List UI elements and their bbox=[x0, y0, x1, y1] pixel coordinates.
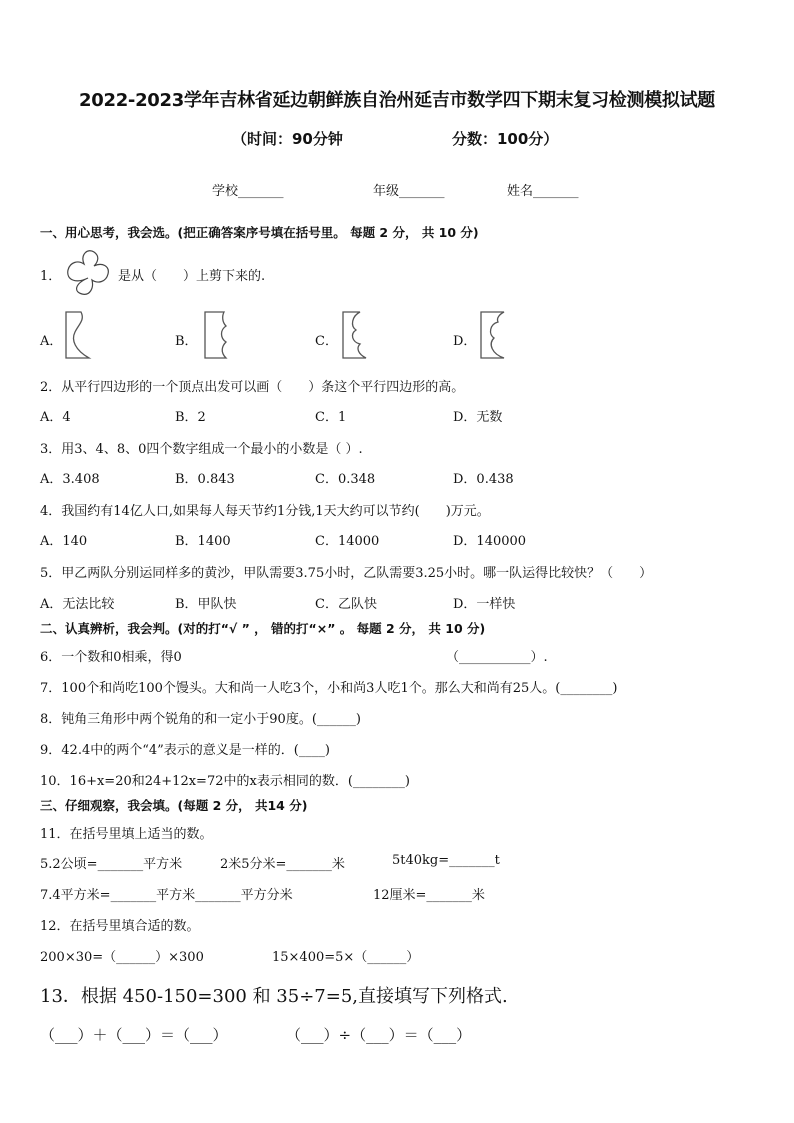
q6-answer-blank[interactable]: （___________）. bbox=[446, 650, 548, 665]
q11-item: 5t40kg=_______t bbox=[392, 853, 500, 868]
q11-item: 2米5分米=_______米 bbox=[220, 857, 345, 872]
q3-option-c: C．0.348 bbox=[315, 472, 376, 487]
q4-option-c: C．14000 bbox=[315, 534, 380, 549]
q10-text: 10．16+x=20和24+12x=72中的x表示相同的数．(________) bbox=[40, 774, 410, 789]
q5-text: 5．甲乙两队分别运同样多的黄沙，甲队需要3.75小时，乙队需要3.25小时。哪一队运得比较快？（ ） bbox=[40, 566, 653, 581]
q1-number: 1． bbox=[40, 269, 62, 284]
q4-option-d: D．140000 bbox=[453, 534, 527, 549]
q1-option-b-figure bbox=[202, 310, 232, 360]
q1-option-c-figure bbox=[340, 310, 370, 360]
q3-text: 3．用3、4、8、0四个数字组成一个最小的小数是（ ）. bbox=[40, 442, 363, 457]
q5-option-a: A．无法比较 bbox=[40, 597, 115, 612]
section-2-heading: 二、认真辨析，我会判。(对的打“√ ” ， 错的打“×” 。 每题 2 分， 共 10 分) bbox=[40, 621, 486, 636]
q1-option-d: D． bbox=[453, 334, 477, 349]
q11-item: 12厘米=_______米 bbox=[373, 888, 485, 903]
q2-option-b: B．2 bbox=[175, 410, 206, 425]
grade-field: 年级_______ bbox=[373, 184, 445, 199]
q3-option-b: B．0.843 bbox=[175, 472, 235, 487]
q4-text: 4．我国约有14亿人口,如果每人每天节约1分钱,1天大约可以节约( )万元。 bbox=[40, 504, 490, 519]
q7-text: 7．100个和尚吃100个馒头。大和尚一人吃3个，小和尚3人吃1个。那么大和尚有25人。(________) bbox=[40, 681, 618, 696]
section-1-heading: 一、用心思考，我会选。(把正确答案序号填在括号里。 每题 2 分， 共 10 分) bbox=[40, 225, 479, 240]
q13-text: 13．根据 450-150=300 和 35÷7=5,直接填写下列格式. bbox=[40, 986, 508, 1007]
q11-item: 5.2公顷=_______平方米 bbox=[40, 857, 183, 872]
q3-option-a: A．3.408 bbox=[40, 472, 100, 487]
school-field: 学校_______ bbox=[212, 184, 284, 199]
q1-option-a-figure bbox=[63, 310, 93, 360]
q5-option-c: C．乙队快 bbox=[315, 597, 377, 612]
clover-shape-figure bbox=[62, 248, 114, 300]
exam-score: 分数：100分） bbox=[452, 130, 559, 148]
q1-text: 是从（ ）上剪下来的. bbox=[118, 269, 266, 284]
q1-option-b: B． bbox=[175, 334, 198, 349]
q6-text: 6．一个数和0相乘，得0 bbox=[40, 650, 182, 665]
q1-option-d-figure bbox=[478, 310, 508, 360]
section-3-heading: 三、仔细观察，我会填。(每题 2 分， 共14 分) bbox=[40, 798, 308, 813]
q2-text: 2．从平行四边形的一个顶点出发可以画（ ）条这个平行四边形的高。 bbox=[40, 380, 465, 395]
q4-option-a: A．140 bbox=[40, 534, 88, 549]
q3-option-d: D．0.438 bbox=[453, 472, 514, 487]
q12-text: 12．在括号里填合适的数。 bbox=[40, 919, 200, 934]
q12-item: 15×400=5×（______） bbox=[272, 950, 420, 965]
q2-option-c: C．1 bbox=[315, 410, 347, 425]
q13-item: （___）÷（___）＝（___） bbox=[286, 1026, 472, 1044]
q2-option-d: D．无数 bbox=[453, 410, 503, 425]
q5-option-d: D．一样快 bbox=[453, 597, 516, 612]
q11-text: 11．在括号里填上适当的数。 bbox=[40, 827, 213, 842]
q2-option-a: A．4 bbox=[40, 410, 71, 425]
name-field: 姓名_______ bbox=[507, 184, 579, 199]
q13-item: （___）＋（___）＝（___） bbox=[40, 1026, 228, 1044]
q1-option-a: A． bbox=[40, 334, 63, 349]
q12-item: 200×30=（______）×300 bbox=[40, 950, 204, 965]
q9-text: 9．42.4中的两个“4”表示的意义是一样的．(____) bbox=[40, 743, 330, 758]
q8-text: 8．钝角三角形中两个锐角的和一定小于90度。(______) bbox=[40, 712, 361, 727]
q4-option-b: B．1400 bbox=[175, 534, 231, 549]
page-title: 2022-2023学年吉林省延边朝鲜族自治州延吉市数学四下期末复习检测模拟试题 bbox=[79, 90, 715, 111]
q1-option-c: C． bbox=[315, 334, 338, 349]
q11-item: 7.4平方米=_______平方米_______平方分米 bbox=[40, 888, 293, 903]
exam-time: （时间：90分钟 bbox=[232, 130, 343, 148]
q5-option-b: B．甲队快 bbox=[175, 597, 237, 612]
